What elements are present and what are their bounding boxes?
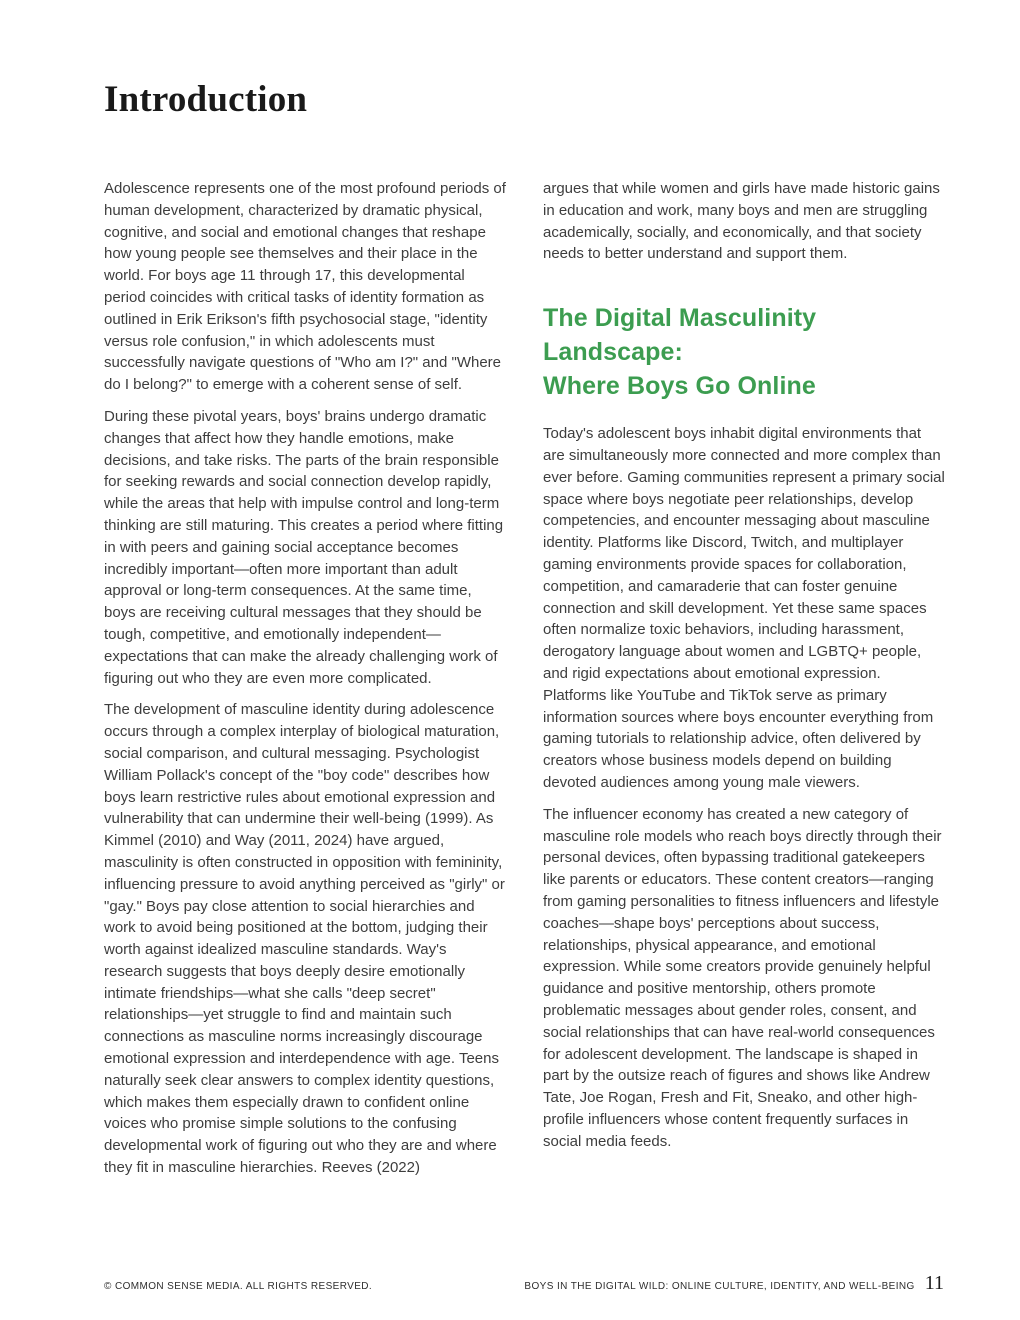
copyright-notice: © COMMON SENSE MEDIA. ALL RIGHTS RESERVED.: [104, 1281, 373, 1292]
report-title-footer: BOYS IN THE DIGITAL WILD: ONLINE CULTURE, IDENTITY, AND WELL-BEING: [524, 1281, 915, 1292]
body-paragraph-continuation: argues that while women and girls have made historic gains in education and work, many boys and men are struggling academically, socially, and economically, and that society needs to better understand and support them.: [543, 180, 940, 263]
section-heading: [543, 301, 945, 403]
section-heading-line2: Where Boys Go Online: [543, 372, 816, 401]
page-title: Introduction: [104, 79, 308, 120]
body-paragraph: The development of masculine identity during adolescence occurs through a complex interplay of biological maturation, social comparison, and cultural messaging. Psychologist William Pollack's concept of the "boy code" describes how boys learn restrictive rules about emotional expression and vulnerability that can undermine their well-being (1999). As Kimmel (2010) and Way (2011, 2024) have argued, masculinity is often constructed in opposition with femininity, influencing pressure to avoid anything perceived as "girly" or "gay." Boys pay close attention to social hierarchies and work to avoid being positioned at the bottom, judging their worth against idealized masculine standards. Way's research suggests that boys deeply desire emotionally intimate friendships—what she calls "deep secret" relationships—yet struggle to find and maintain such connections as masculine norms increasingly discourage emotional expression and interdependence with age. Teens naturally seek clear answers to complex identity questions, which makes them especially drawn to confident online voices who promise simple solutions to the confusing developmental work of figuring out who they are and where they fit in masculine hierarchies. Reeves (2022): [104, 701, 505, 1177]
body-paragraph: During these pivotal years, boys' brains undergo dramatic changes that affect how they handle emotions, make decisions, and take risks. The parts of the brain responsible for seeking rewards and social connection develop rapidly, while the areas that help with impulse control and long-term thinking are still maturing. This creates a period where fitting in with peers and gaining social acceptance becomes incredibly important—often more important than adult approval or long-term consequences. At the same time, boys are receiving cultural messages that they should be tough, competitive, and emotionally independent—expectations that can make the already challenging work of figuring out who they are even more complicated.: [104, 407, 504, 687]
page-footer: [104, 1272, 944, 1295]
left-column: [104, 178, 506, 1189]
two-column-layout: [104, 178, 945, 1189]
body-paragraph: Adolescence represents one of the most profound periods of human development, characterized by dramatic physical, cognitive, and social and emotional changes that reshape how young people see themselves and their place in the world. For boys age 11 through 17, this developmental period coincides with critical tasks of identity formation as outlined in Erik Erikson's fifth psychosocial stage, "identity versus role confusion," in which adolescents must successfully navigate questions of "Who am I?" and "Where do I belong?" to emerge with a coherent sense of self.: [104, 180, 506, 394]
body-paragraph: The influencer economy has created a new category of masculine role models who reach boys directly through their personal devices, often bypassing traditional gatekeepers like parents or educators. These content creators—ranging from gaming personalities to fitness influencers and lifestyle coaches—shape boys' perceptions about success, relationships, physical appearance, and emotional expression. While some creators provide genuinely helpful guidance and positive mentorship, others promote problematic messages about gender roles, consent, and social relationships that can have real-world consequences for adolescent development. The landscape is shaped in part by the outsize reach of figures and shows like Andrew Tate, Joe Rogan, Fresh and Fit, Sneako, and other high-profile influencers whose content frequently surfaces in social media feeds.: [543, 805, 942, 1150]
section-heading-line1: The Digital Masculinity Landscape:: [543, 304, 817, 367]
right-column: [543, 178, 945, 1189]
body-paragraph: Today's adolescent boys inhabit digital environments that are simultaneously more connected and more complex than ever before. Gaming communities represent a primary social space where boys negotiate peer relationships, develop competencies, and encounter messaging about masculine identity. Platforms like Discord, Twitch, and multiplayer gaming environments provide spaces for collaboration, competition, and camaraderie that can foster genuine connection and skill development. Yet these same spaces often normalize toxic behaviors, including harassment, derogatory language about women and LGBTQ+ people, and rigid expectations about emotional expression. Platforms like YouTube and TikTok serve as primary information sources where boys encounter everything from gaming tutorials to relationship advice, often delivered by creators whose business models depend on building devoted audiences among young male viewers.: [543, 425, 945, 791]
page-number: 11: [924, 1272, 944, 1294]
footer-right: [524, 1272, 944, 1295]
